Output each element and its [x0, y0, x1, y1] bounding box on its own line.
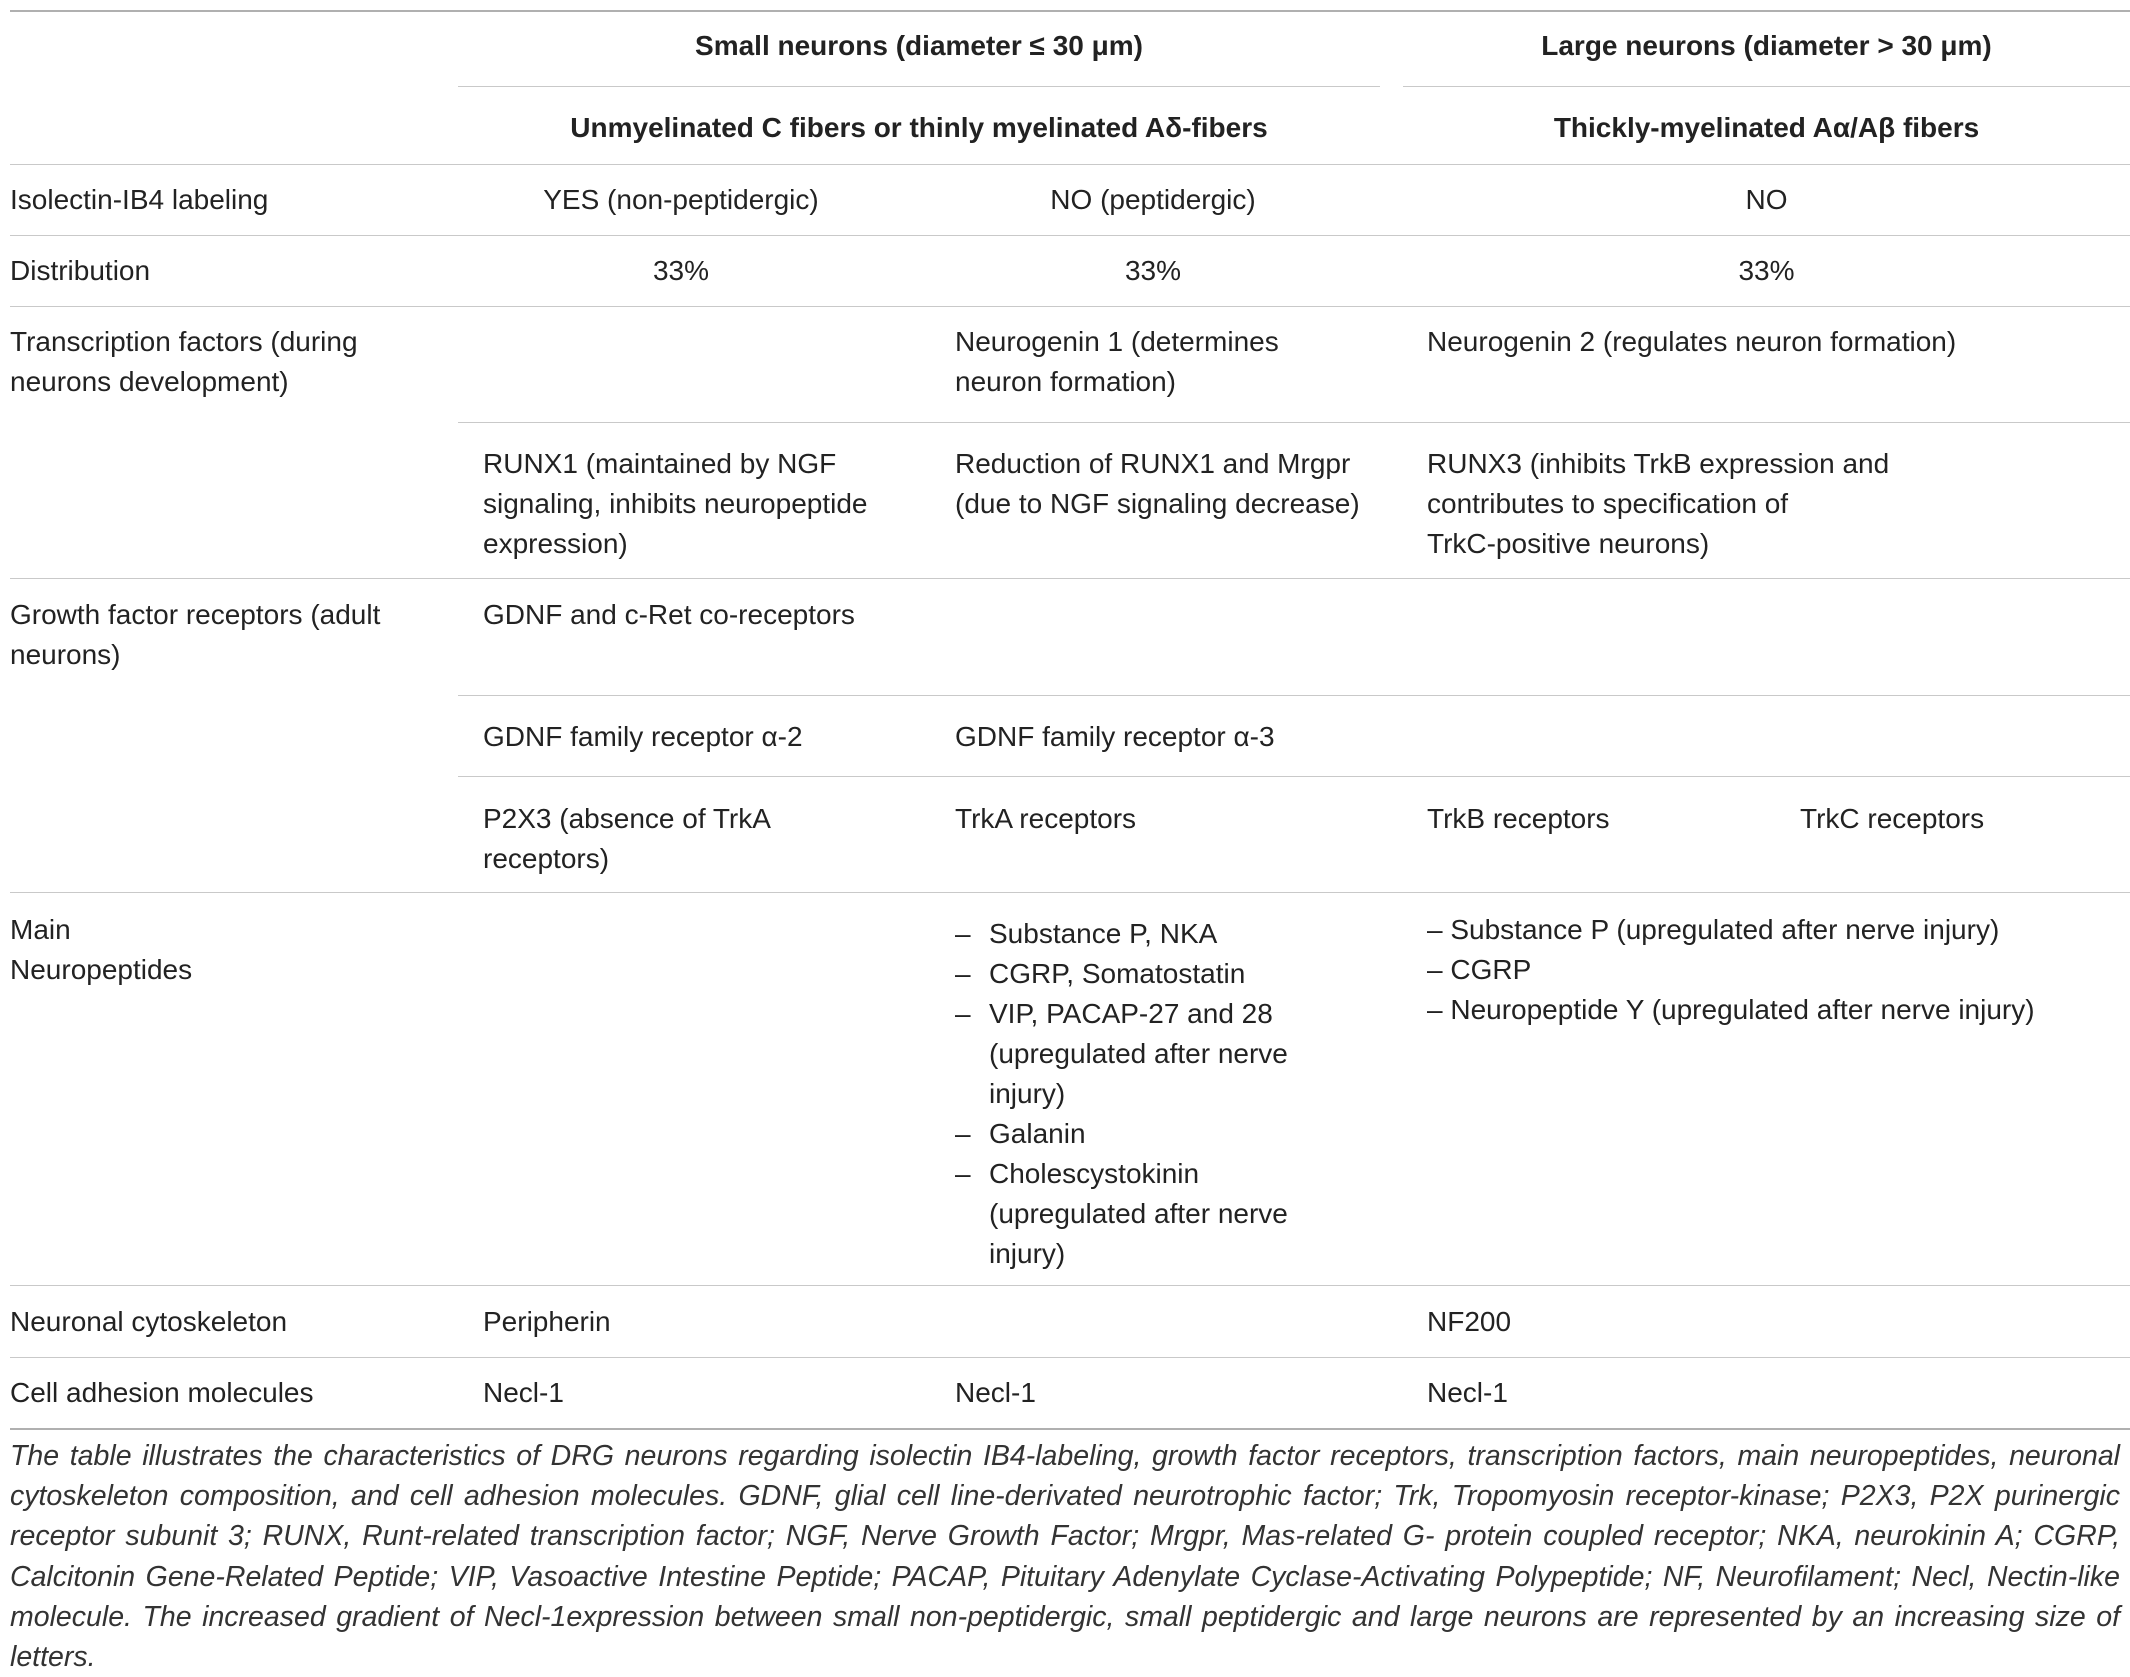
- growth-trkb: TrkB receptors: [1427, 803, 1610, 834]
- table-top-rule: [10, 10, 2130, 12]
- neuropeptide-item: (upregulated after nerve: [989, 1198, 1288, 1229]
- distribution-small-peptidergic: 33%: [1124, 255, 1182, 286]
- neuropeptide-item: – Galanin: [955, 1118, 1086, 1149]
- growth-gdnf-cret: GDNF and c-Ret co-receptors: [483, 599, 855, 630]
- transcription-runx3: RUNX3 (inhibits TrkB expression and: [1427, 448, 1890, 479]
- neuropeptide-item: – Cholescystokinin: [955, 1158, 1200, 1189]
- transcription-neurogenin1: neuron formation): [955, 366, 1177, 397]
- transcription-runx1: expression): [483, 528, 628, 559]
- growth-p2x3: P2X3 (absence of TrkA: [483, 803, 771, 834]
- neuropeptide-item: injury): [989, 1078, 1066, 1109]
- neuropeptide-item: – Substance P, NKA: [955, 918, 1218, 949]
- row-label-distribution: Distribution: [10, 255, 151, 286]
- growth-gfra2: GDNF family receptor α-2: [483, 721, 803, 752]
- row-label-transcription: neurons development): [10, 366, 289, 397]
- row-label-growth-factor: neurons): [10, 639, 121, 670]
- neuropeptide-item: – VIP, PACAP-27 and 28: [955, 998, 1273, 1029]
- small-group-rule: [458, 86, 1380, 87]
- growth-p2x3: receptors): [483, 843, 610, 874]
- header-bottom-rule: [10, 164, 2130, 165]
- transcription-runx1: signaling, inhibits neuropeptide: [483, 488, 868, 519]
- neuropeptide-item: (upregulated after nerve: [989, 1038, 1288, 1069]
- neuropeptide-large-item: – CGRP: [1427, 954, 1532, 985]
- transcription-neurogenin1: Neurogenin 1 (determines: [955, 326, 1279, 357]
- growth-gfra3: GDNF family receptor α-3: [955, 721, 1275, 752]
- transcription-runx1-reduction: (due to NGF signaling decrease): [955, 488, 1360, 519]
- transcription-runx3: contributes to specification of: [1427, 488, 1789, 519]
- cytoskeleton-peripherin: Peripherin: [483, 1306, 611, 1337]
- table-caption: The table illustrates the characteristics of DRG neurons regarding isolectin IB4-labeling, growth factor receptors, transcription factors, main neuropeptides, neuronal cytoskeleton composition, and cell adhesion molecules. GDNF, glial cell line-derivated neurotrophic factor; Trk, Tropomyosin receptor-kinase; P2X3, P2X purinergic receptor subunit 3; RUNX, Runt-related transcription factor; NGF, Nerve Growth Factor; Mrgpr, Mas-related G- protein coupled receptor; NKA, neurokinin A; CGRP, Calcitonin Gene-Related Peptide; VIP, Vasoactive Intestine Peptide; PACAP, Pituitary Adenylate Cyclase-Activating Polypeptide; NF, Neurofilament; Necl, Nectin-like molecule. The increased gradient of Necl-1expression between small non-peptidergic, small peptidergic and large neurons are represented by an increasing size of letters.: [10, 1440, 2120, 1674]
- ib4-small-nonpeptidergic: YES (non-peptidergic): [543, 184, 819, 215]
- ib4-small-peptidergic: NO (peptidergic): [1050, 184, 1256, 215]
- row-label-ib4: Isolectin-IB4 labeling: [10, 184, 269, 215]
- neuropeptide-item: injury): [989, 1238, 1066, 1269]
- large-neurons-header: Large neurons (diameter > 30 μm): [1541, 30, 1992, 61]
- transcription-neurogenin2: Neurogenin 2 (regulates neuron formation): [1427, 326, 1957, 357]
- row-rule: [10, 1285, 2130, 1286]
- cytoskeleton-nf200: NF200: [1427, 1306, 1512, 1337]
- row-rule: [458, 776, 2130, 777]
- adhesion-necl1-small-nonpeptidergic: Necl-1: [483, 1377, 564, 1408]
- transcription-runx1-reduction: Reduction of RUNX1 and Mrgpr: [955, 448, 1351, 479]
- transcription-runx1: RUNX1 (maintained by NGF: [483, 448, 837, 479]
- row-rule: [10, 306, 2130, 307]
- row-rule: [10, 892, 2130, 893]
- large-group-rule: [1403, 86, 2130, 87]
- distribution-small-nonpeptidergic: 33%: [652, 255, 710, 286]
- row-rule: [458, 695, 2130, 696]
- distribution-large: 33%: [1738, 255, 1795, 286]
- row-label-neuropeptides: Main: [10, 914, 71, 945]
- row-rule: [10, 1357, 2130, 1358]
- large-fibers-header: Thickly-myelinated Aα/Aβ fibers: [1553, 112, 1980, 143]
- small-fibers-header: Unmyelinated C fibers or thinly myelinated Aδ-fibers: [570, 112, 1268, 143]
- transcription-runx3: TrkC-positive neurons): [1427, 528, 1710, 559]
- row-label-adhesion: Cell adhesion molecules: [10, 1377, 314, 1408]
- neuropeptide-large-item: – Substance P (upregulated after nerve injury): [1427, 914, 2000, 945]
- table-bottom-rule: [10, 1428, 2130, 1430]
- growth-trka: TrkA receptors: [955, 803, 1137, 834]
- growth-trkc: TrkC receptors: [1800, 803, 1985, 834]
- row-label-growth-factor: Growth factor receptors (adult: [10, 599, 381, 630]
- row-rule: [458, 422, 2130, 423]
- row-rule: [10, 235, 2130, 236]
- adhesion-necl1-large: Necl-1: [1427, 1377, 1508, 1408]
- neuropeptide-large-item: – Neuropeptide Y (upregulated after nerve injury): [1427, 994, 2035, 1025]
- row-label-neuropeptides: Neuropeptides: [10, 954, 193, 985]
- adhesion-necl1-small-peptidergic: Necl-1: [955, 1377, 1036, 1408]
- neuropeptide-item: – CGRP, Somatostatin: [955, 958, 1246, 989]
- ib4-large: NO: [1745, 184, 1788, 215]
- row-label-transcription: Transcription factors (during: [10, 326, 358, 357]
- row-rule: [10, 578, 2130, 579]
- row-label-cytoskeleton: Neuronal cytoskeleton: [10, 1306, 288, 1337]
- small-neurons-header: Small neurons (diameter ≤ 30 μm): [695, 30, 1143, 61]
